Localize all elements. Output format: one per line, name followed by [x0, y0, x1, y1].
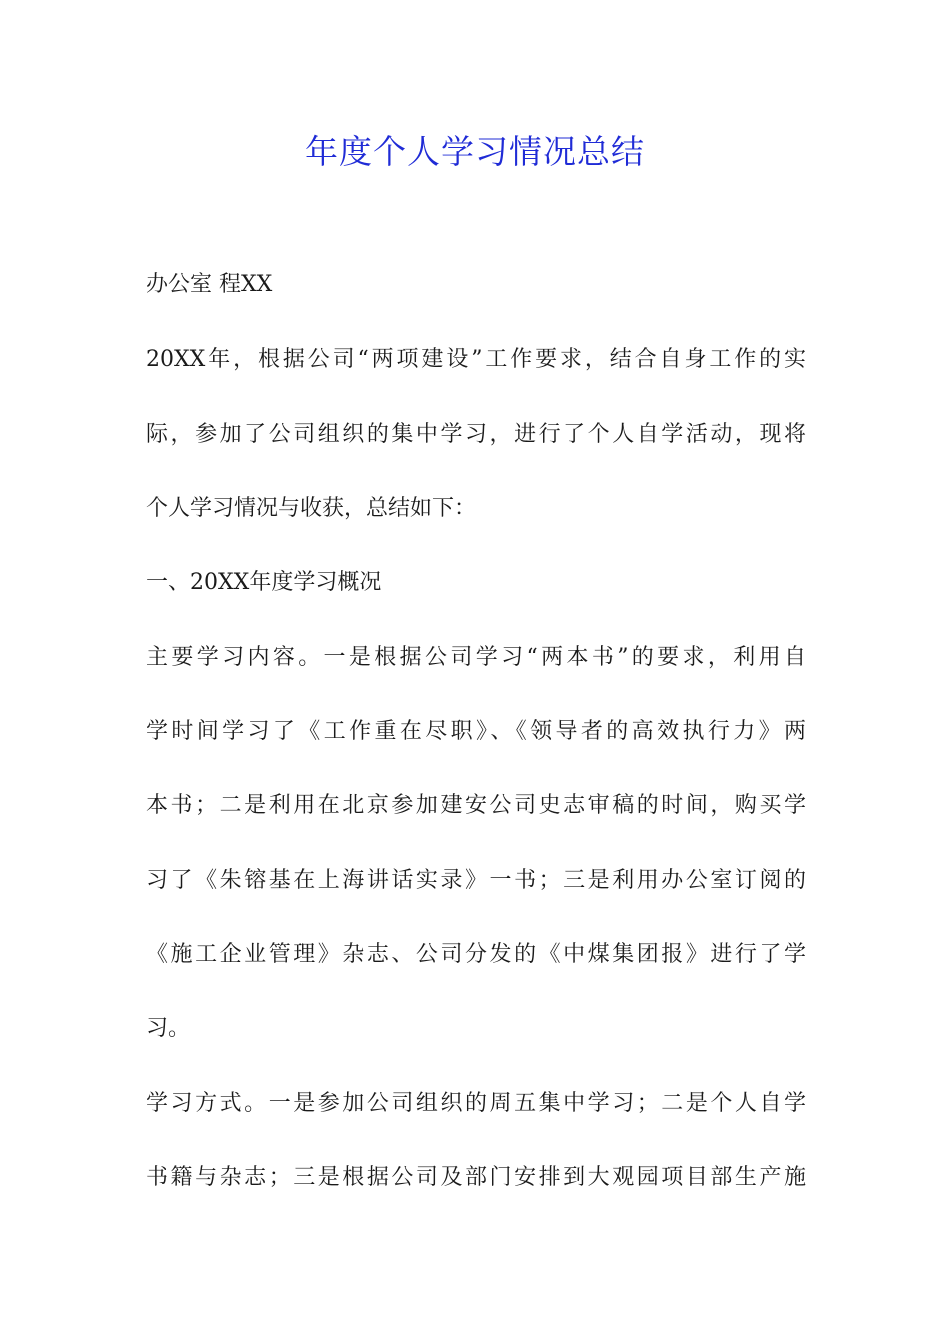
document-title: 年度个人学习情况总结	[305, 132, 645, 171]
body-line: 习了《朱镕基在上海讲话实录》一书；三是利用办公室订阅的	[146, 868, 806, 893]
body-line: 《施工企业管理》杂志、公司分发的《中煤集团报》进行了学	[146, 942, 806, 967]
body-line: 20XX年，根据公司“两项建设”工作要求，结合自身工作的实	[146, 347, 806, 372]
body-line: 主要学习内容。一是根据公司学习“两本书”的要求，利用自	[146, 645, 806, 670]
body-line: 书籍与杂志；三是根据公司及部门安排到大观园项目部生产施	[146, 1165, 806, 1190]
section-heading: 一、20XX年度学习概况	[146, 570, 382, 595]
author-line: 办公室 程XX	[146, 272, 273, 297]
body-line: 学时间学习了《工作重在尽职》、《领导者的高效执行力》两	[146, 719, 806, 744]
body-line: 个人学习情况与收获，总结如下：	[146, 496, 477, 521]
body-line: 际，参加了公司组织的集中学习，进行了个人自学活动，现将	[146, 422, 806, 447]
body-line: 习。	[146, 1016, 191, 1041]
body-line: 学习方式。一是参加公司组织的周五集中学习；二是个人自学	[146, 1091, 806, 1116]
body-line: 本书；二是利用在北京参加建安公司史志审稿的时间，购买学	[146, 793, 806, 818]
